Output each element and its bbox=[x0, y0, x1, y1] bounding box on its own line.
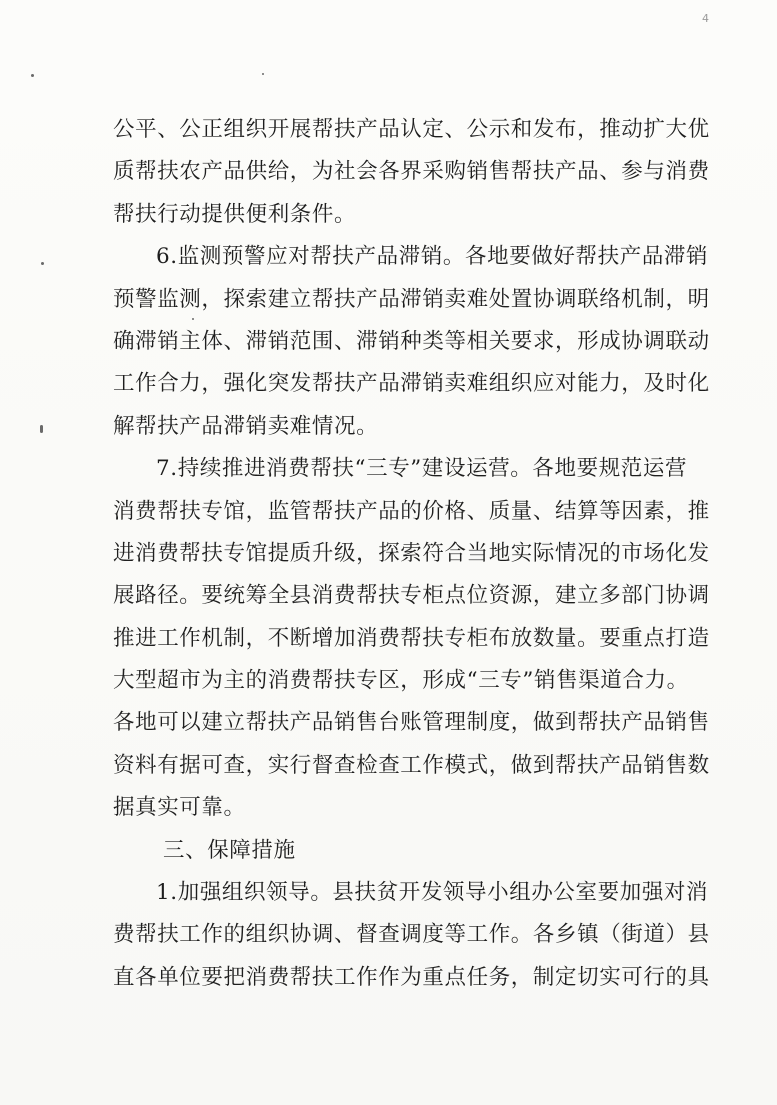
text-line: 费帮扶工作的组织协调、督查调度等工作。各乡镇（街道）县 bbox=[113, 922, 710, 948]
text-line: 消费帮扶专馆，监管帮扶产品的价格、质量、结算等因素，推 bbox=[113, 498, 710, 524]
text-line: 进消费帮扶专馆提质升级，探索符合当地实际情况的市场化发 bbox=[113, 540, 710, 566]
text-line: 工作合力，强化突发帮扶产品滞销卖难组织应对能力，及时化 bbox=[113, 371, 710, 397]
text-line: 预警监测，探索建立帮扶产品滞销卖难处置协调联络机制，明 bbox=[113, 286, 710, 312]
scan-speck bbox=[41, 262, 44, 265]
text-line: 推进工作机制，不断增加消费帮扶专柜布放数量。要重点打造 bbox=[113, 625, 710, 651]
text-line: 确滞销主体、滞销范围、滞销种类等相关要求，形成协调联动 bbox=[113, 328, 710, 354]
text-line: 资料有据可查，实行督查检查工作模式，做到帮扶产品销售数 bbox=[113, 752, 710, 778]
text-line: 6.监测预警应对帮扶产品滞销。各地要做好帮扶产品滞销 bbox=[156, 244, 709, 270]
text-line: 大型超市为主的消费帮扶专区，形成“三专”销售渠道合力。 bbox=[113, 668, 689, 694]
document-body bbox=[113, 113, 710, 1003]
text-line: 直各单位要把消费帮扶工作作为重点任务，制定切实可行的具 bbox=[113, 964, 710, 990]
scan-speck bbox=[31, 74, 34, 77]
text-line: 公平、公正组织开展帮扶产品认定、公示和发布，推动扩大优 bbox=[113, 117, 710, 142]
text-line: 据真实可靠。 bbox=[113, 795, 246, 821]
text-line: 各地可以建立帮扶产品销售台账管理制度，做到帮扶产品销售 bbox=[113, 710, 710, 736]
scan-speck bbox=[262, 73, 264, 75]
page-number: 4 bbox=[702, 12, 709, 25]
text-line: 1.加强组织领导。县扶贫开发领导小组办公室要加强对消 bbox=[156, 880, 709, 906]
section-heading: 三、保障措施 bbox=[163, 837, 296, 863]
text-line: 7.持续推进消费帮扶“三专”建设运营。各地要规范运营 bbox=[156, 456, 688, 482]
text-line: 展路径。要统筹全县消费帮扶专柜点位资源，建立多部门协调 bbox=[113, 583, 710, 609]
text-line: 质帮扶农产品供给，为社会各界采购销售帮扶产品、参与消费 bbox=[113, 159, 710, 185]
scan-speck bbox=[40, 425, 43, 433]
text-line: 解帮扶产品滞销卖难情况。 bbox=[113, 413, 379, 439]
text-line: 帮扶行动提供便利条件。 bbox=[113, 201, 357, 227]
